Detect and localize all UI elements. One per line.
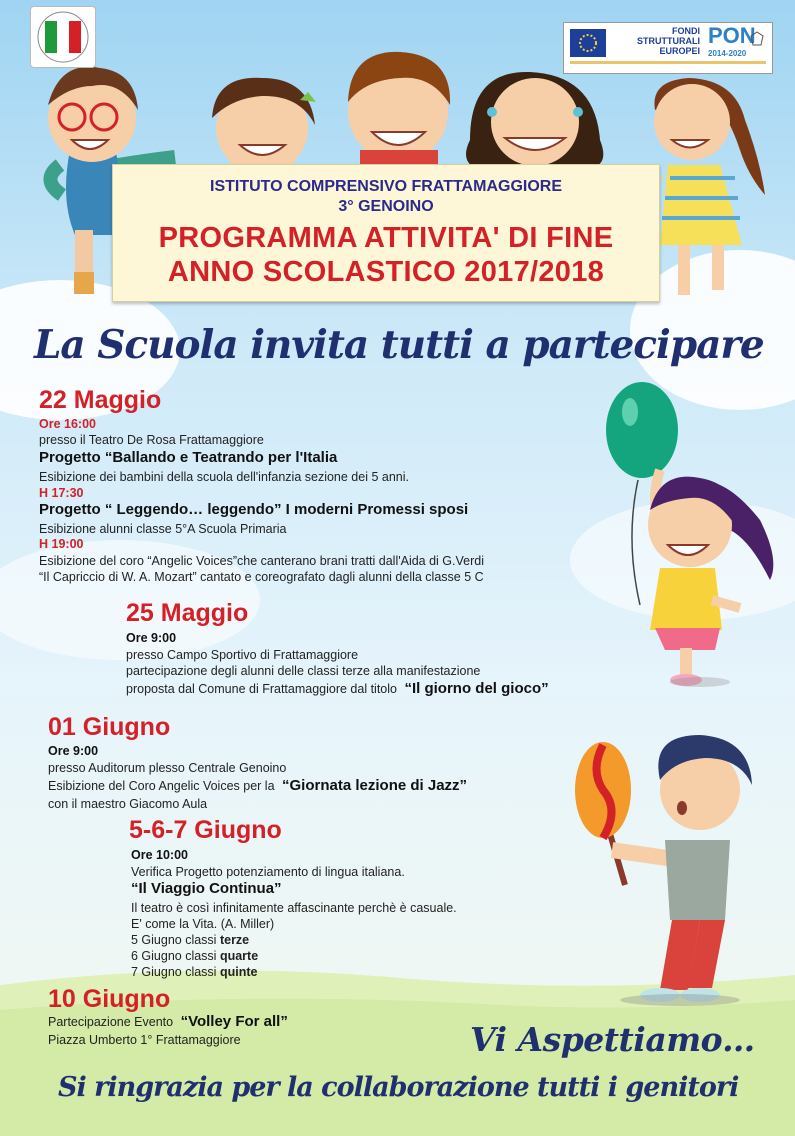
school-logo [30, 6, 96, 68]
event1-desc3: Esibizione del coro “Angelic Voices”che canterano brani tratti dall'Aida di G.Verdi [39, 554, 484, 568]
emblem-icon [750, 31, 764, 47]
event4-day5: 5 Giugno classi [131, 933, 217, 947]
kid-boy-illustration [348, 52, 450, 165]
event5-line2: Piazza Umberto 1° Frattamaggiore [48, 1033, 241, 1047]
italian-flag-icon [31, 7, 95, 67]
event4-day7: 7 Giugno classi [131, 965, 217, 979]
event4-class7: quinte [219, 965, 258, 979]
event5-line1-row [48, 1014, 288, 1030]
event4-date: 5-6-7 Giugno [129, 816, 282, 844]
event2-date: 25 Maggio [126, 599, 249, 627]
pon-europei: EUROPEI [659, 46, 700, 56]
event1-project2: Progetto “ Leggendo… leggendo” I moderni Promessi sposi [39, 501, 469, 518]
event3-line2: Esibizione del Coro Angelic Voices per la [48, 779, 275, 793]
pon-divider [570, 61, 766, 64]
event5-title: “Volley For all” [180, 1013, 288, 1030]
event3-line3: con il maestro Giacomo Aula [48, 797, 208, 811]
pon-title: PON [708, 23, 756, 48]
header-sign [112, 164, 660, 302]
event4-line1: Verifica Progetto potenziamento di lingua italiana. [131, 865, 405, 879]
school-name: ISTITUTO COMPRENSIVO FRATTAMAGGIORE [210, 178, 562, 195]
event4-time: Ore 10:00 [131, 848, 188, 862]
pon-fondi: FONDI [672, 26, 700, 36]
event4-line2: Il teatro è così infinitamente affascinante perchè è casuale. [131, 901, 457, 915]
kid-ponytail-illustration [212, 78, 316, 174]
eu-flag-icon [570, 29, 606, 57]
event5-line1: Partecipazione Evento [48, 1015, 174, 1029]
pon-strutturali: STRUTTURALI [637, 36, 700, 46]
event4-class6: quarte [219, 949, 259, 963]
event3-title: “Giornata lezione di Jazz” [282, 777, 468, 794]
event1-desc2: Esibizione alunni classe 5°A Scuola Primaria [39, 522, 287, 536]
event4-day5-row [131, 932, 249, 948]
event1-time3: H 19:00 [39, 537, 84, 551]
lollipop-boy-illustration [575, 735, 752, 1006]
school-plesso: 3° GENOINO [338, 198, 434, 215]
pon-logo [563, 22, 773, 74]
event2-time: Ore 9:00 [126, 631, 177, 645]
kid-girl-illustration [466, 72, 603, 168]
pon-years: 2014-2020 [708, 49, 747, 58]
event1-date: 22 Maggio [39, 386, 162, 414]
event2-line2: partecipazione degli alunni delle classi terze alla manifestazione [126, 664, 481, 678]
event3-line2-row [48, 778, 467, 794]
program-title-line1: PROGRAMMA ATTIVITA' DI FINE [158, 222, 614, 254]
event4-title: “Il Viaggio Continua” [131, 880, 282, 897]
event1-time1: Ore 16:00 [39, 417, 96, 431]
event3-date: 01 Giugno [48, 713, 171, 741]
program-title-line2: ANNO SCOLASTICO 2017/2018 [167, 256, 605, 288]
event1-project1: Progetto “Ballando e Teatrando per l'Italia [39, 449, 338, 466]
event3-line1: presso Auditorum plesso Centrale Genoino [48, 761, 287, 775]
event4-day6-row [131, 948, 258, 964]
event3-time: Ore 9:00 [48, 744, 99, 758]
event4-line3: E' come la Vita. (A. Miller) [131, 917, 275, 931]
event1-desc1: Esibizione dei bambini della scuola dell'infanzia sezione dei 5 anni. [39, 470, 409, 484]
event1-time2: H 17:30 [39, 486, 84, 500]
event5-date: 10 Giugno [48, 985, 171, 1013]
event4-class5: terze [219, 933, 250, 947]
event2-line1: presso Campo Sportivo di Frattamaggiore [126, 648, 359, 662]
event2-line3 [126, 681, 549, 697]
event2-line3-text: proposta dal Comune di Frattamaggiore dal titolo [126, 682, 397, 696]
event4-day7-row [131, 964, 257, 980]
invite-headline: La Scuola invita tutti a partecipare [34, 322, 764, 368]
closing-wait: Vi Aspettiamo… [470, 1020, 755, 1059]
event2-title: “Il giorno del gioco” [404, 680, 549, 697]
event4-day6: 6 Giugno classi [131, 949, 217, 963]
closing-thanks: Si ringrazia per la collaborazione tutti i genitori [58, 1072, 739, 1103]
event1-desc4: “Il Capriccio di W. A. Mozart” cantato e coreografato dagli alunni della classe 5 C [39, 570, 484, 584]
event1-place: presso il Teatro De Rosa Frattamaggiore [39, 433, 264, 447]
